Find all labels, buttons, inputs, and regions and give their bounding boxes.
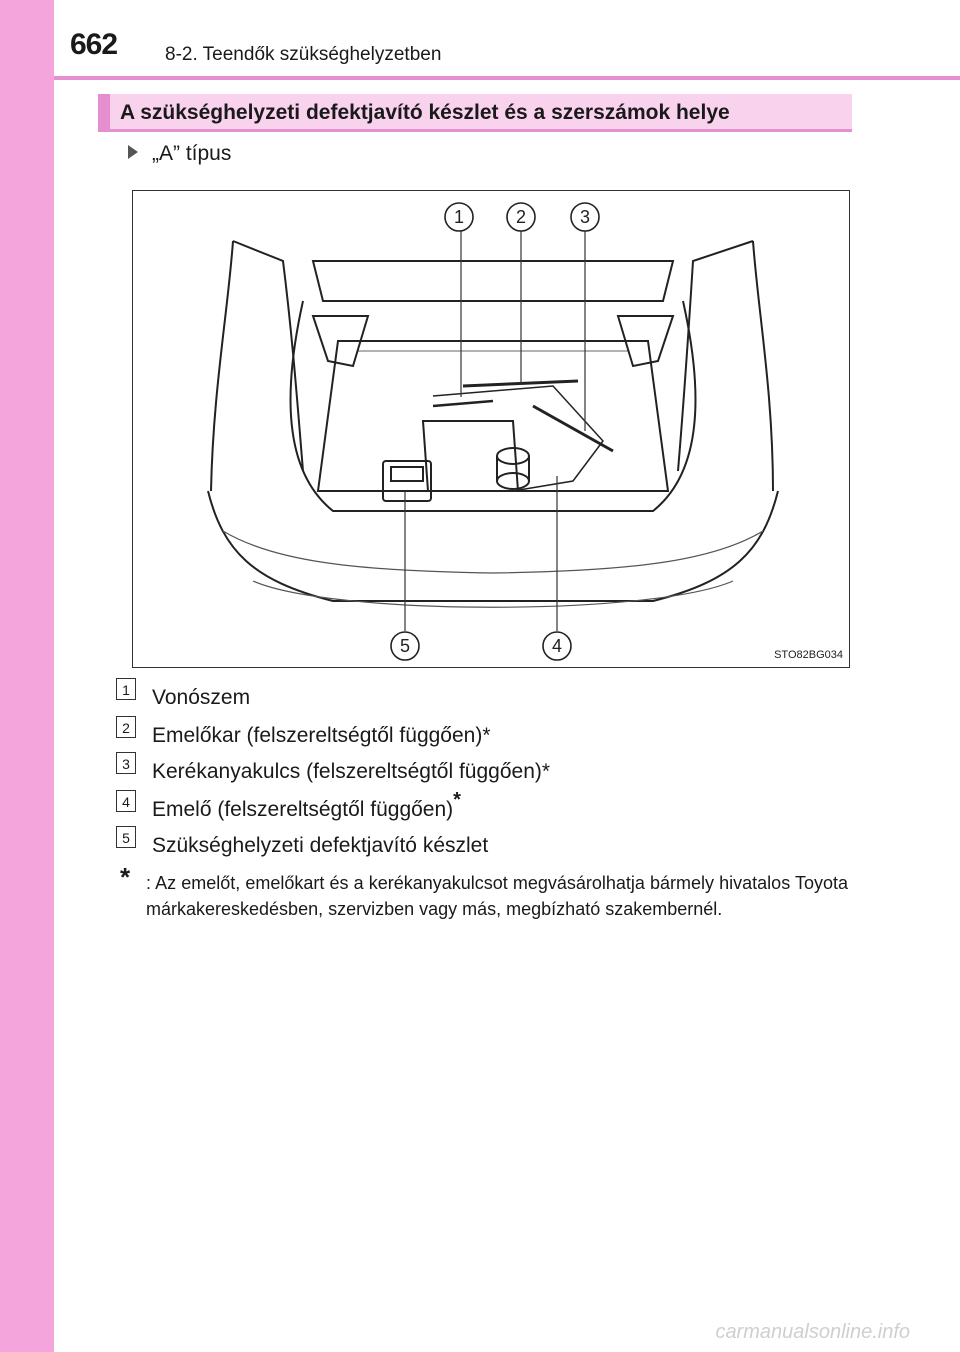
item-label: Emelő (felszereltségtől függően)* — [152, 789, 461, 821]
callout-5-label: 5 — [399, 636, 411, 656]
item-number: 1 — [116, 678, 136, 700]
item-number: 2 — [116, 716, 136, 738]
trunk-illustration — [132, 190, 850, 668]
callout-2-label: 2 — [515, 207, 527, 227]
figure-code: STO82BG034 — [774, 649, 843, 661]
item-label: Szükséghelyzeti defektjavító készlet — [152, 834, 489, 857]
side-color-strip — [0, 0, 54, 1352]
callout-4-label: 4 — [551, 636, 563, 656]
type-label-text: „A” típus — [152, 142, 232, 165]
item-label: Kerékanyakulcs (felszereltségtől függően)* — [152, 760, 551, 783]
footnote-text: : Az emelőt, emelőkart és a kerékanyakulcsot megvásárolhatja bármely hivatalos Toyota márkakereskedésben, szervizben vagy más, megbízható szakembernél. — [146, 873, 848, 919]
section-heading — [98, 94, 852, 132]
chapter-title: 8-2. Teendők szükséghelyzetben — [165, 44, 442, 65]
item-label: Vonószem — [152, 686, 251, 709]
callout-1-label: 1 — [453, 207, 465, 227]
item-label: Emelőkar (felszereltségtől függően)* — [152, 724, 491, 747]
callout-3-label: 3 — [579, 207, 591, 227]
footnote-marker: * — [120, 862, 131, 892]
item-number: 3 — [116, 752, 136, 774]
arrow-right-icon — [128, 145, 138, 159]
section-heading-text: A szükséghelyzeti defektjavító készlet és a szerszámok helye — [120, 101, 730, 124]
item-number: 4 — [116, 790, 136, 812]
type-label — [128, 142, 231, 166]
page-number: 662 — [70, 28, 118, 61]
footnote — [116, 862, 848, 922]
header-rule — [54, 76, 960, 80]
trunk-drawing — [133, 191, 849, 667]
watermark: carmanualsonline.info — [715, 1321, 910, 1343]
item-number: 5 — [116, 826, 136, 848]
